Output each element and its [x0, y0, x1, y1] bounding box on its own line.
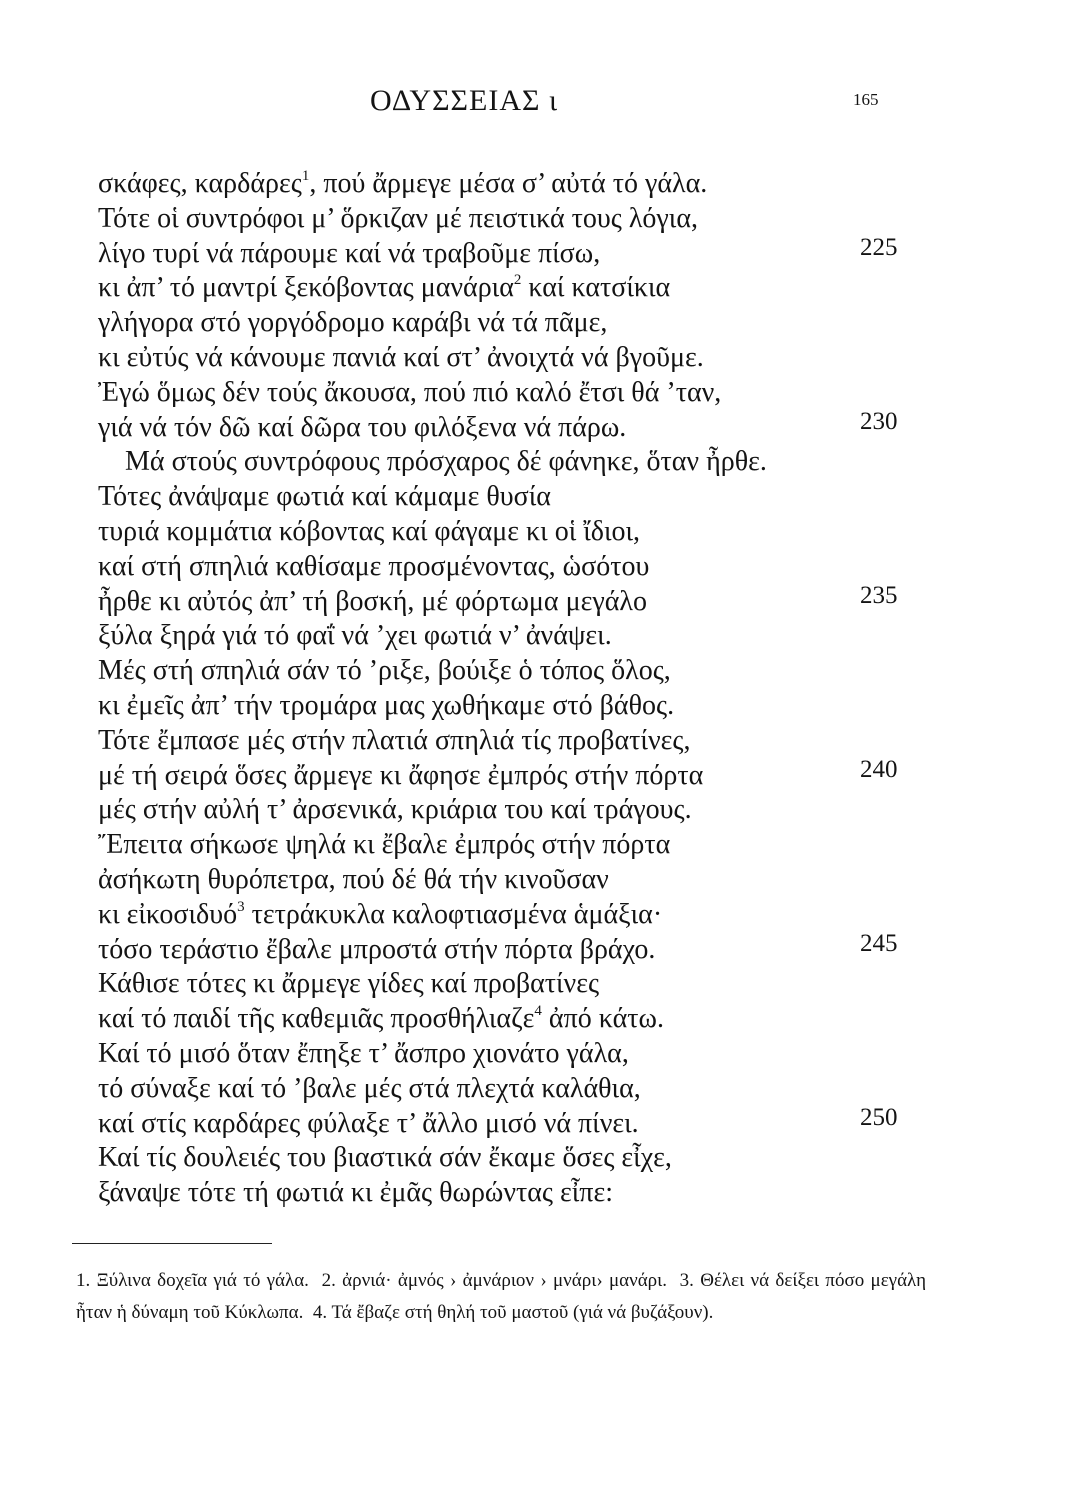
footnote-marker: 4 [534, 1003, 542, 1020]
verse-text [98, 619, 612, 653]
line-number: 250 [860, 1103, 898, 1131]
verse-text-rest: , πού ἄρμεγε μέσα σ’ αὐτά τό γάλα. [309, 168, 708, 199]
verse-text-rest: καί κατσίκια [521, 272, 671, 304]
verse-text-main: Κάθισε τότες κι ἄρμεγε γίδες καί προβατίνες [98, 968, 600, 1000]
verse-text [98, 1141, 672, 1175]
verse-text [98, 1002, 664, 1036]
verse-text-main: κι ἀπ’ τό μαντρί ξεκόβοντας μανάρια [98, 272, 514, 304]
verse-text-main: Ἐγώ ὅμως δέν τούς ἄκουσα, πού πιό καλό ἔτσι θά ’ταν, [98, 376, 722, 408]
verse-text-main: γιά νά τόν δῶ καί δῶρα του φιλόξενα νά πάρω. [98, 411, 627, 443]
verse-text [125, 445, 767, 479]
verse-text-main: κι εἰκοσιδυό [98, 898, 238, 930]
verse-text [98, 759, 703, 793]
verse-text-main: Τότες ἀνάψαμε φωτιά καί κάμαμε θυσία [98, 481, 551, 513]
verse-text [98, 1107, 639, 1141]
verse-text [98, 237, 600, 271]
verse-text [98, 341, 704, 375]
footnote-1: 1. Ξύλινα δοχεῖα γιά τό γάλα. [76, 1270, 309, 1291]
verse-text [98, 585, 647, 619]
verse-text [98, 967, 599, 1001]
footnote-4: 4. Τά ἔβαζε στή θηλή τοῦ μαστοῦ (γιά νά βυζάξουν). [312, 1302, 714, 1323]
footnote-3: 3. Θέλει νά δείξει πόσο μεγάλη ἦταν ἡ δύναμη τοῦ Κύκλωπα. [76, 1270, 927, 1323]
verse-text [98, 724, 690, 758]
verse-text [98, 306, 607, 340]
footnote-marker: 1 [301, 168, 310, 184]
footnote-marker: 2 [513, 272, 522, 289]
footnotes [76, 1265, 926, 1329]
line-number: 245 [860, 929, 898, 957]
verse-text-main: Τότε ἔμπασε μές στήν πλατιά σπηλιά τίς προβατίνες, [98, 724, 691, 756]
verse-text [98, 863, 609, 897]
verse-text-rest: τετράκυκλα καλοφτιασμένα ἁμάξια· [244, 898, 663, 930]
verse-text-main: μέ τή σειρά ὅσες ἄρμεγε κι ἄφησε ἐμπρός στήν πόρτα [98, 759, 704, 791]
verse-text [98, 689, 674, 723]
line-number: 225 [860, 233, 898, 261]
verse-text-main: ξύλα ξηρά γιά τό φαΐ νά ’χει φωτιά ν’ ἀνάψει. [98, 620, 612, 652]
verse-text [98, 167, 707, 201]
verse-text [98, 793, 692, 827]
verse-text-main: Καί τό μισό ὅταν ἔπηξε τ’ ἄσπρο χιονάτο γάλα, [98, 1038, 629, 1069]
verse-text-main: Ἔπειτα σήκωσε ψηλά κι ἔβαλε ἐμπρός στήν πόρτα [98, 829, 671, 861]
verse-text [98, 271, 670, 305]
verse-text-main: ἀσήκωτη θυρόπετρα, πού δέ θά τήν κινοῦσαν [98, 864, 609, 895]
verse-text [98, 202, 698, 236]
verse-text-main: Καί τίς δουλειές του βιαστικά σάν ἔκαμε ὅσες εἶχε, [98, 1142, 672, 1174]
verse-text [98, 828, 670, 862]
footnote-marker: 3 [237, 898, 245, 915]
verse-text-main: Τότε οἱ συντρόφοι μ’ ὅρκιζαν μέ πειστικά τους λόγια, [98, 202, 699, 234]
verse-text-main: Μές στή σπηλιά σάν τό ’ριξε, βούιξε ὁ τόπος ὅλος, [98, 655, 671, 687]
verse-text-main: κι ἐμεῖς ἀπ’ τήν τρομάρα μας χωθήκαμε στό βάθος. [98, 690, 675, 721]
verse-text-main: ἦρθε κι αὐτός ἀπ’ τή βοσκή, μέ φόρτωμα μεγάλο [98, 585, 647, 617]
verse-text-main: τυριά κομμάτια κόβοντας καί φάγαμε κι οἱ ἴδιοι, [98, 516, 641, 547]
verse-text [98, 933, 655, 967]
verse-text [98, 1037, 629, 1071]
verse-text-main: καί στίς καρδάρες φύλαξε τ’ ἄλλο μισό νά πίνει. [98, 1107, 639, 1139]
verse-text-main: λίγο τυρί νά πάρουμε καί νά τραβοῦμε πίσω, [98, 237, 601, 269]
verse-text-main: καί στή σπηλιά καθίσαμε προσμένοντας, ὡσότου [98, 550, 650, 582]
footnote-divider [72, 1243, 272, 1244]
verse-text-main: τόσο τεράστιο ἔβαλε μπροστά στήν πόρτα βράχο. [98, 933, 656, 965]
verse-text [98, 411, 626, 445]
verse-text-main: γλήγορα στό γοργόδρομο καράβι νά τά πᾶμε, [98, 307, 608, 339]
verse-text-main: κι εὐτύς νά κάνουμε πανιά καί στ’ ἀνοιχτά νά βγοῦμε. [98, 342, 704, 373]
verse-text [98, 898, 662, 932]
verse-text [98, 515, 640, 549]
verse-text [98, 1176, 613, 1210]
line-number: 230 [860, 407, 898, 435]
page-number: 165 [853, 90, 879, 109]
verse-text-main: σκάφες, καρδάρες [98, 168, 302, 199]
footnote-2: 2. ἀρνιά· ἀμνός › ἀμνάριον › μνάρι› μανάρι. [321, 1270, 667, 1291]
verse-text-main: μές στήν αὐλή τ’ ἀρσενικά, κριάρια του καί τράγους. [98, 794, 692, 826]
verse-text-main: ξάναψε τότε τή φωτιά κι ἐμᾶς θωρώντας εἶπε: [98, 1177, 613, 1209]
running-head: ΟΔΥΣΣΕΙΑΣ ι [370, 84, 559, 117]
verse-text [98, 376, 721, 410]
verse-text [98, 1072, 641, 1106]
verse-text-main: καί τό παιδί τῆς καθεμιᾶς προσθήλιαζε [98, 1003, 535, 1035]
verse-text-rest: ἀπό κάτω. [541, 1003, 664, 1035]
line-number: 240 [860, 755, 898, 783]
verse-text-main: Μά στούς συντρόφους πρόσχαρος δέ φάνηκε, ὅταν ἦρθε. [125, 446, 767, 478]
verse-text-main: τό σύναξε καί τό ’βαλε μές στά πλεχτά καλάθια, [98, 1072, 641, 1104]
verse-text [98, 480, 551, 514]
line-number: 235 [860, 581, 898, 609]
verse-text [98, 550, 649, 584]
verse-text [98, 654, 671, 688]
